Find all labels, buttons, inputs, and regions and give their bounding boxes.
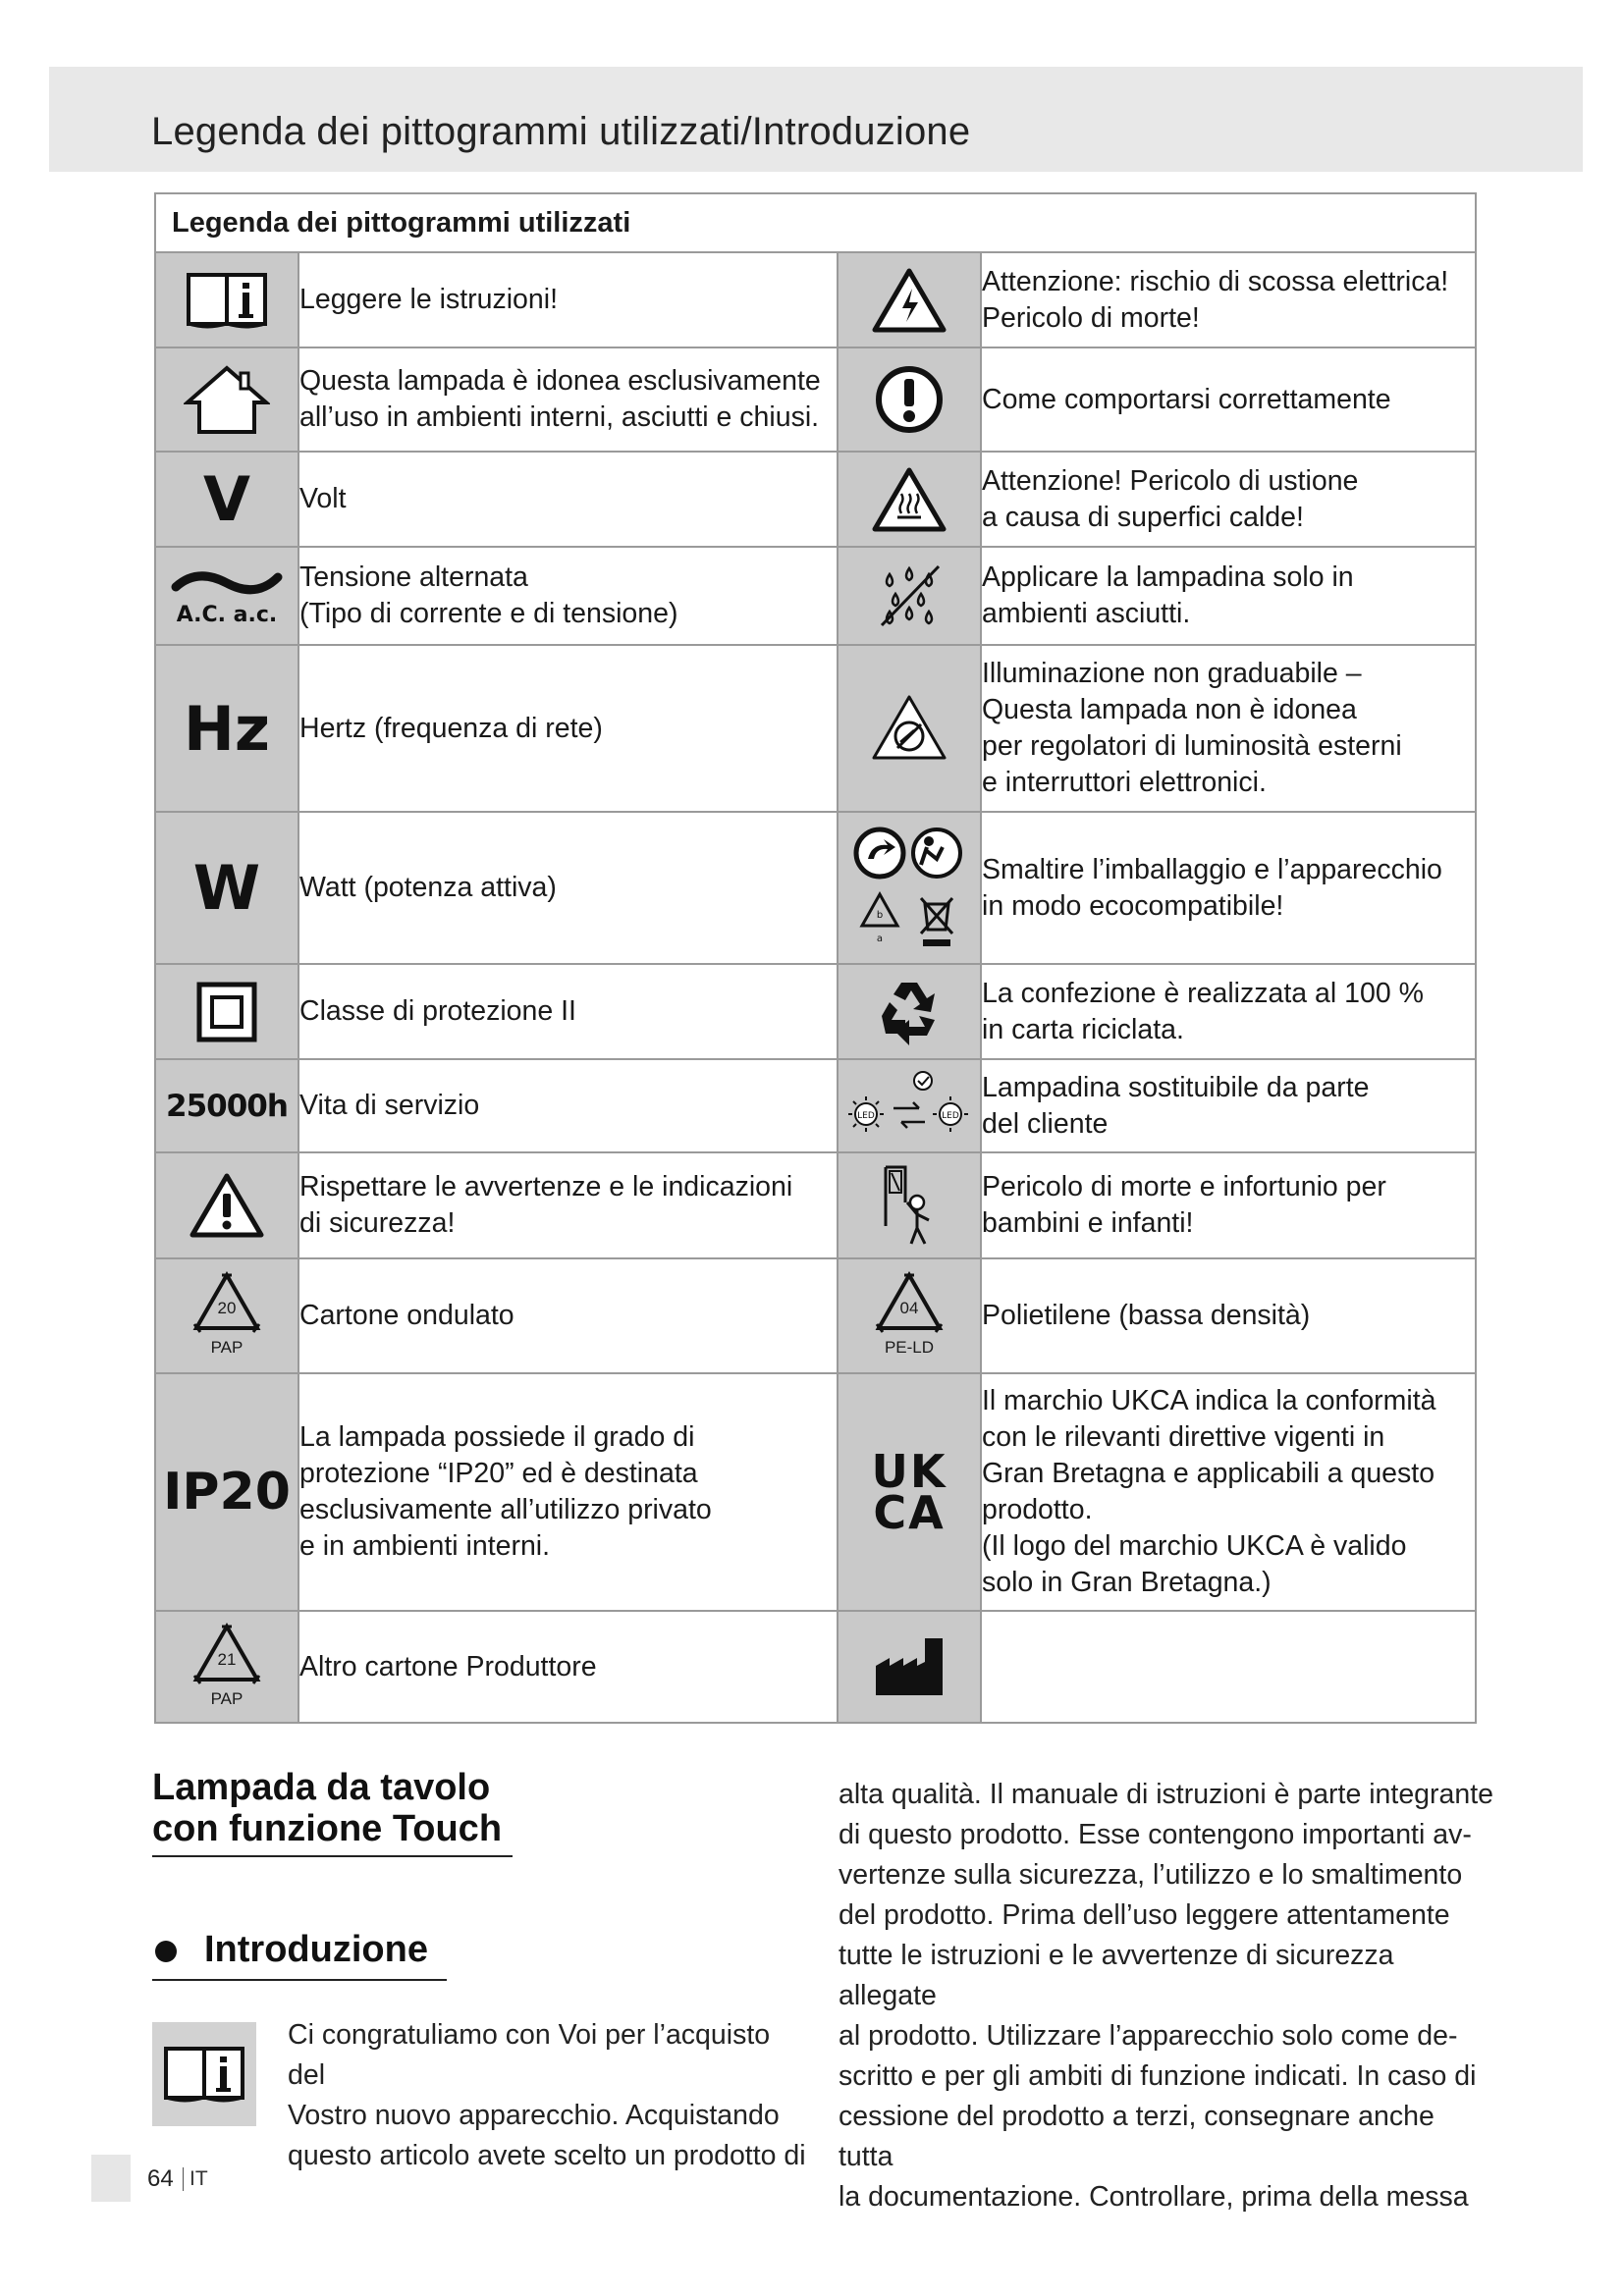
dry-environment-icon bbox=[838, 547, 981, 645]
other-cardboard-icon: 21 PAP bbox=[155, 1611, 298, 1723]
intro-heading: Introduzione bbox=[204, 1929, 428, 1970]
page-number: 64 bbox=[147, 2165, 174, 2192]
intro-paragraph-right: alta qualità. Il manuale di istruzioni è parte integrante di questo prodotto. Esse contengono importanti av- vertenze sulla sicurezza, l’utilizzo e lo smaltimento del prodotto. Prima dell’uso leggere attentamente tutte le istruzioni e le avvertenze di sicurezza allegate al prodotto. Utilizzare l’apparecchio solo come de- scritto e per gli ambiti di funzione indicati. In caso di cessione del prodotto a terzi, consegnare anche tutta la documentazione. Controllare, prima della messa bbox=[839, 1779, 1493, 2213]
legend-text-protection-class: Classe di protezione II bbox=[298, 964, 838, 1059]
protection-class-ii-icon bbox=[155, 964, 298, 1059]
legend-text-hertz: Hertz (frequenza di rete) bbox=[298, 645, 838, 812]
legend-text-safety-warning: Rispettare le avvertenze e le indicazioni di sicurezza! bbox=[298, 1152, 838, 1258]
corrugated-cardboard-icon: 20 PAP bbox=[155, 1258, 298, 1373]
legend-text-indoor-use: Questa lampada è idonea esclusivamente all’uso in ambienti interni, asciutti e chiusi. bbox=[298, 347, 838, 452]
legend-text-polyethylene: Polietilene (bassa densità) bbox=[981, 1258, 1476, 1373]
manufacturer-icon bbox=[838, 1611, 981, 1723]
electric-shock-warning-icon bbox=[838, 252, 981, 347]
volt-icon: V bbox=[155, 452, 298, 547]
correct-behavior-icon bbox=[838, 347, 981, 452]
intro-heading-underline bbox=[152, 1979, 447, 1981]
legend-title: Legenda dei pittogrammi utilizzati bbox=[155, 193, 1476, 252]
replaceable-bulb-icon bbox=[838, 1059, 981, 1152]
intro-paragraph-left: Ci congratuliamo con Voi per l’acquisto del Vostro nuovo apparecchio. Acquistando questo articolo avete scelto un prodotto di bbox=[288, 2019, 806, 2171]
recycled-paper-icon bbox=[838, 964, 981, 1059]
legend-text-ip20: La lampada possiede il grado di protezione “IP20” ed è destinata esclusivamente all’utilizzo privato e in ambienti interni. bbox=[298, 1373, 838, 1611]
safety-warning-icon bbox=[155, 1152, 298, 1258]
legend-text-dry-environment: Applicare la lampadina solo in ambienti asciutti. bbox=[981, 547, 1476, 645]
disposal-icons-group bbox=[838, 812, 981, 964]
legend-text-correct-behavior: Come comportarsi correttamente bbox=[981, 347, 1476, 452]
page-title: Legenda dei pittogrammi utilizzati/Introduzione bbox=[151, 110, 971, 153]
ip20-icon: IP20 bbox=[155, 1373, 298, 1611]
pictogram-legend-table bbox=[154, 192, 1477, 1724]
watt-icon: W bbox=[155, 812, 298, 964]
legend-text-read-instructions: Leggere le istruzioni! bbox=[298, 252, 838, 347]
child-danger-icon bbox=[838, 1152, 981, 1258]
svg-text:LED: LED bbox=[942, 1110, 959, 1121]
legend-text-electric-shock: Attenzione: rischio di scossa elettrica! Pericolo di morte! bbox=[981, 252, 1476, 347]
page-marker bbox=[91, 2155, 131, 2202]
low-density-polyethylene-icon: 04 PE-LD bbox=[838, 1258, 981, 1373]
legend-text-other-cardboard: Altro cartone Produttore bbox=[298, 1611, 838, 1723]
legend-text-replaceable-bulb: Lampadina sostituibile da parte del cliente bbox=[981, 1059, 1476, 1152]
legend-text-alternating-current: Tensione alternata (Tipo di corrente e di tensione) bbox=[298, 547, 838, 645]
section-bullet bbox=[155, 1941, 177, 1962]
product-title: Lampada da tavolo con funzione Touch bbox=[152, 1767, 503, 1849]
legend-text-lifetime: Vita di servizio bbox=[298, 1059, 838, 1152]
legend-text-child-danger: Pericolo di morte e infortunio per bambini e infanti! bbox=[981, 1152, 1476, 1258]
hertz-icon: Hz bbox=[155, 645, 298, 812]
legend-text-not-dimmable: Illuminazione non graduabile – Questa lampada non è idonea per regolatori di luminosità esterni e interruttori elettronici. bbox=[981, 645, 1476, 812]
ukca-mark-icon: UK CA bbox=[838, 1373, 981, 1611]
alternating-current-icon: A.C. a.c. bbox=[155, 547, 298, 645]
legend-text-manufacturer bbox=[981, 1611, 1476, 1723]
page-language: IT bbox=[189, 2167, 208, 2190]
lifetime-icon: 25000h bbox=[155, 1059, 298, 1152]
product-title-underline bbox=[152, 1855, 513, 1857]
footer-divider bbox=[183, 2167, 184, 2191]
legend-text-volt: Volt bbox=[298, 452, 838, 547]
read-instructions-icon bbox=[152, 2022, 256, 2126]
svg-text:b: b bbox=[876, 909, 884, 921]
legend-text-watt: Watt (potenza attiva) bbox=[298, 812, 838, 964]
svg-text:a: a bbox=[876, 933, 884, 944]
legend-text-disposal: Smaltire l’imballaggio e l’apparecchio in modo ecocompatibile! bbox=[981, 812, 1476, 964]
svg-text:LED: LED bbox=[857, 1110, 875, 1121]
legend-text-corrugated-cardboard: Cartone ondulato bbox=[298, 1258, 838, 1373]
legend-text-recycled-paper: La confezione è realizzata al 100 % in carta riciclata. bbox=[981, 964, 1476, 1059]
not-dimmable-icon bbox=[838, 645, 981, 812]
hot-surface-warning-icon bbox=[838, 452, 981, 547]
indoor-house-icon bbox=[155, 347, 298, 452]
legend-text-hot-surface: Attenzione! Pericolo di ustione a causa di superfici calde! bbox=[981, 452, 1476, 547]
legend-text-ukca: Il marchio UKCA indica la conformità con le rilevanti direttive vigenti in Gran Bretagna e applicabili a questo prodotto. (Il logo del marchio UKCA è valido solo in Gran Bretagna.) bbox=[981, 1373, 1476, 1611]
read-instructions-icon bbox=[155, 252, 298, 347]
